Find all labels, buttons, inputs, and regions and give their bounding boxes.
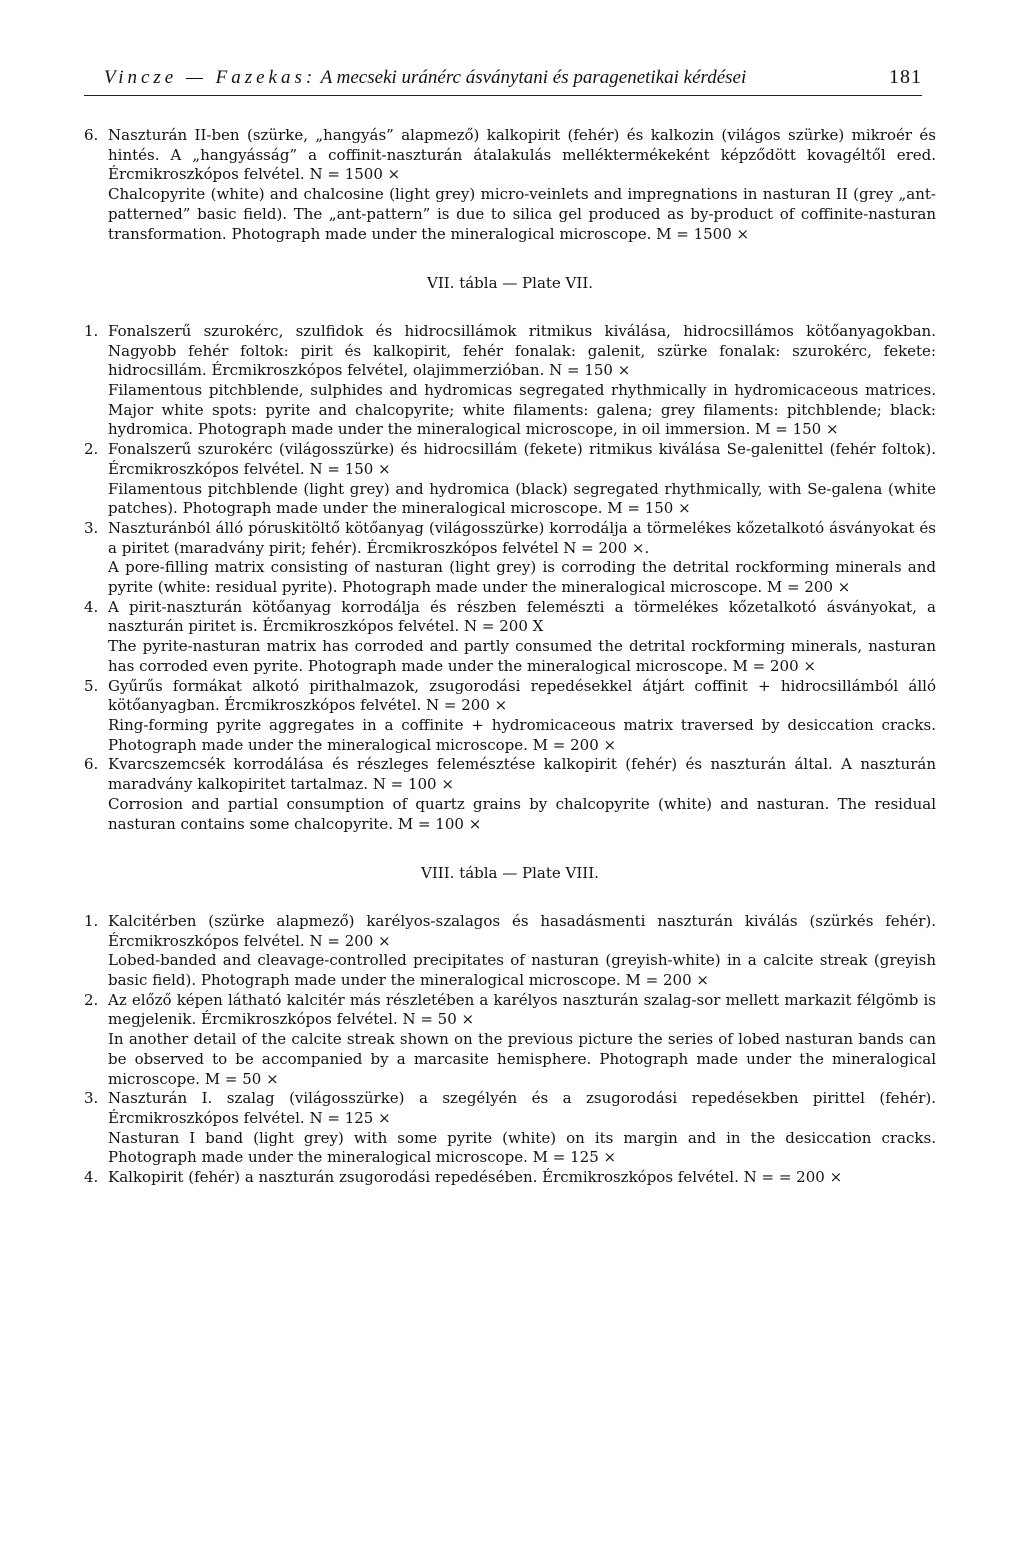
caption-hu: Naszturán II-ben (szürke, „hangyás” alapmező) kalkopirit (fehér) és kalkozin (világos szürke) mikroér és hintés. A „hangyásság” a coffinit-naszturán átalakulás melléktermékeként képződött kovagéltől ered. Ércmikroszkópos felvétel. N = 1500 × (108, 126, 936, 184)
caption-hu: Az előző képen látható kalcitér más részletében a karélyos naszturán szalag-sor mellett markazit félgömb is megjelenik. Ércmikroszkópos felvétel. N = 50 × (108, 990, 936, 1029)
caption-en: Nasturan I band (light grey) with some pyrite (white) on its margin and in the desiccation cracks. Photograph made under the mineralogical microscope. M = 125 × (108, 1128, 936, 1167)
caption-en: Corrosion and partial consumption of quartz grains by chalcopyrite (white) and nasturan. The residual nasturan contains some chalcopyrite. M = 100 × (108, 794, 936, 833)
item-number: 6. (84, 126, 99, 144)
caption-hu: Gyűrűs formákat alkotó pirithalmazok, zsugorodási repedésekkel átjárt coffinit + hidrocsillámból álló kötőanyagban. Ércmikroszkópos felvétel. N = 200 × (108, 676, 936, 715)
item-number: 2. (84, 440, 99, 459)
caption-en: The pyrite-nasturan matrix has corroded and partly consumed the detrital rockforming minerals, nasturan has corroded even pyrite. Photograph made under the mineralogical microscope. M = 200 × (108, 637, 936, 675)
caption-en: Ring-forming pyrite aggregates in a coffinite + hydromicaceous matrix traversed by desiccation cracks. Photograph made under the mineralogical microscope. M = 200 × (108, 715, 936, 754)
list-item (84, 440, 936, 519)
list-item (84, 519, 936, 598)
caption-hu: Kalkopirit (fehér) a naszturán zsugorodási repedésében. Ércmikroszkópos felvétel. N = = 200 × (108, 1168, 843, 1187)
page-number: 181 (889, 66, 922, 88)
caption-en: Filamentous pitchblende (light grey) and hydromica (black) segregated rhythmically, with Se-galena (white patches). Photograph made under the mineralogical microscope. M = 150 × (108, 479, 936, 518)
item-number: 3. (84, 1089, 99, 1108)
caption-hu: Kvarcszemcsék korrodálása és részleges felemésztése kalkopirit (fehér) és naszturán által. A naszturán maradvány kalkopiritet tartalmaz. N = 100 × (108, 755, 936, 794)
list-item (84, 126, 936, 244)
item-number: 1. (84, 911, 99, 930)
caption-en: In another detail of the calcite streak shown on the previous picture the series of lobed nasturan bands can be observed to be accompanied by a marcasite hemisphere. Photograph made under the mineralogical microscope. M = 50 × (108, 1030, 936, 1088)
list-item (84, 912, 936, 991)
caption-hu: Naszturánból álló póruskitöltő kötőanyag (világosszürke) korrodálja a törmelékes kőzetalkotó ásványokat és a piritet (maradvány pirit; fehér). Ércmikroszkópos felvétel N = 200 ×. (108, 518, 936, 557)
list-item (84, 1089, 936, 1168)
item-number: 2. (84, 990, 99, 1009)
list-item (84, 755, 936, 834)
caption-en: Filamentous pitchblende, sulphides and hydromicas segregated rhythmically in hydromicaceous matrices. Major white spots: pyrite and chalcopyrite; white filaments: galena; grey filaments: pitchblende; black: hydromica. Photograph made under the mineralogical microscope, in oil immersion. M = 150 × (108, 381, 936, 439)
plate-heading-vii: VII. tábla — Plate VII. (426, 274, 594, 293)
caption-hu: Fonalszerű szurokérc, szulfidok és hidrocsillámok ritmikus kiválása, hidrocsillámos kötőanyagokban. Nagyobb fehér foltok: pirit és kalkopirit, fehér fonalak: galenit, szürke fonalak: szurokérc, fekete: hidrocsillám. Ércmikroszkópos felvétel, olajimmerzióban. N = 150 × (108, 321, 936, 380)
caption-hu: Fonalszerű szurokérc (világosszürke) és hidrocsillám (fekete) ritmikus kiválása Se-galenittel (fehér foltok). Ércmikroszkópos felvétel. N = 150 × (108, 440, 936, 478)
item-number: 4. (84, 597, 99, 616)
captions (84, 126, 936, 1188)
list-item (84, 1168, 936, 1188)
page (84, 66, 936, 1188)
caption-hu: A pirit-naszturán kötőanyag korrodálja és részben felemészti a törmelékes kőzetalkotó ásványokat, a naszturán piritet is. Ércmikroszkópos felvétel. N = 200 X (108, 597, 936, 636)
caption-hu: Naszturán I. szalag (világosszürke) a szegélyén és a zsugorodási repedésekben pirittel (fehér). Ércmikroszkópos felvétel. N = 125 × (108, 1089, 936, 1127)
list-item (84, 598, 936, 677)
caption-en: Lobed-banded and cleavage-controlled precipitates of nasturan (greyish-white) in a calcite streak (greyish basic field). Photograph made under the mineralogical microscope. M = 200 × (108, 951, 936, 990)
caption-hu: Kalcitérben (szürke alapmező) karélyos-szalagos és hasadásmenti naszturán kiválás (szürkés fehér). Ércmikroszkópos felvétel. N = 200 × (108, 911, 936, 950)
item-number: 3. (84, 518, 99, 537)
header-authors: Vincze — Fazekas: (104, 67, 317, 88)
item-number: 5. (84, 676, 99, 695)
item-number: 6. (84, 755, 99, 774)
plate-heading-viii: VIII. tábla — Plate VIII. (421, 864, 599, 883)
running-header (84, 66, 922, 96)
caption-en: A pore-filling matrix consisting of nasturan (light grey) is corroding the detrital rockforming minerals and pyrite (white: residual pyrite). Photograph made under the mineralogical microscope. M = 200 × (108, 558, 936, 597)
header-title: A mecseki uránérc ásványtani és paragenetikai kérdései (320, 67, 747, 88)
item-number: 4. (84, 1168, 99, 1187)
caption-en: Chalcopyrite (white) and chalcosine (light grey) micro-veinlets and impregnations in nasturan II (grey „ant-patterned” basic field). The „ant-pattern” is due to silica gel produced as by-product of coffinite-nasturan transformation. Photograph made under the mineralogical microscope. M = 1500 × (108, 185, 936, 243)
list-item (84, 322, 936, 440)
item-number: 1. (84, 321, 99, 340)
list-item (84, 677, 936, 756)
list-item (84, 991, 936, 1090)
